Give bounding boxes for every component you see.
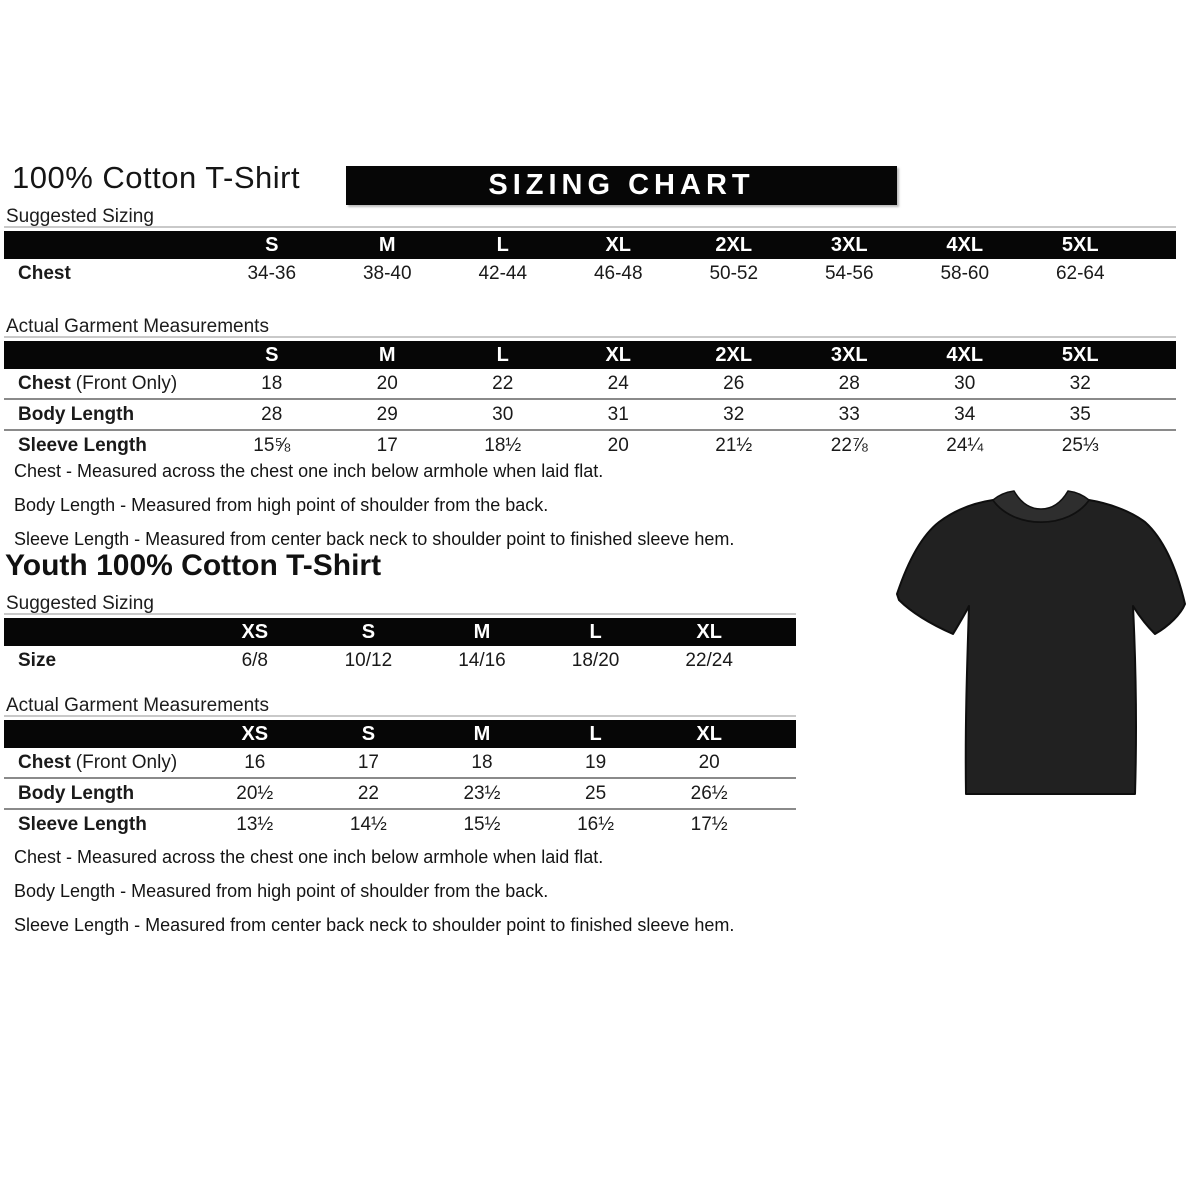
size-column-header: L [496, 233, 509, 256]
row-label: Chest [18, 372, 71, 394]
size-column-header: 4XL [946, 233, 984, 256]
youth-suggested-sizing-label: Suggested Sizing [6, 593, 154, 614]
size-value-cell: 46-48 [593, 262, 643, 284]
size-value-cell: 18 [471, 751, 493, 773]
measurement-note: Sleeve Length - Measured from center back neck to shoulder point to finished sleeve hem. [14, 915, 735, 935]
size-value-cell: 50-52 [709, 262, 759, 284]
size-value-cell: 28 [261, 403, 283, 425]
size-column-header: XL [605, 233, 632, 256]
size-value-cell: 18 [261, 372, 283, 394]
size-value-cell: 26 [723, 372, 745, 394]
size-column-header: M [378, 233, 396, 256]
adult-actual-measurements-label: Actual Garment Measurements [6, 316, 269, 337]
size-value-cell: 20½ [236, 782, 274, 804]
size-column-header: S [265, 343, 279, 366]
table-row-chest [4, 259, 1176, 288]
size-column-header: S [361, 722, 376, 745]
sizing-chart-banner-text: SIZING CHART [488, 169, 755, 201]
size-column-header: S [265, 233, 279, 256]
row-label: Body Length [18, 782, 135, 804]
size-value-cell: 28 [838, 372, 860, 394]
row-label: Sleeve Length [18, 813, 147, 835]
adult-suggested-sizing-table [4, 226, 1176, 288]
table-row-size [4, 646, 796, 675]
size-value-cell: 23½ [463, 782, 501, 804]
size-column-header: M [378, 343, 396, 366]
adult-measurement-notes [14, 454, 734, 556]
adult-actual-measurements-table [4, 336, 1176, 460]
size-value-cell: 18½ [484, 434, 522, 456]
size-value-cell: 22 [357, 782, 379, 804]
youth-actual-measurements-table [4, 715, 796, 839]
size-column-header: 4XL [946, 343, 984, 366]
size-value-cell: 25 [585, 782, 607, 804]
size-column-header: M [473, 722, 491, 745]
size-value-cell: 20 [376, 372, 398, 394]
size-value-cell: 31 [607, 403, 629, 425]
table-header-row [4, 341, 1176, 369]
size-value-cell: 34 [954, 403, 976, 425]
size-column-header: 5XL [1061, 343, 1099, 366]
row-label: Size [18, 649, 57, 671]
page-title: 100% Cotton T-Shirt [12, 160, 301, 195]
size-value-cell: 19 [585, 751, 607, 773]
row-label: Body Length [18, 403, 135, 425]
table-row-chest [4, 748, 796, 777]
table-header-row [4, 720, 796, 748]
size-column-header: XL [605, 343, 632, 366]
size-column-header: 3XL [830, 233, 868, 256]
size-value-cell: 32 [723, 403, 745, 425]
black-tshirt-graphic [893, 488, 1189, 804]
size-value-cell: 58-60 [940, 262, 990, 284]
size-column-header: L [496, 343, 509, 366]
row-label: Sleeve Length [18, 434, 147, 456]
youth-section-title: Youth 100% Cotton T-Shirt [5, 549, 382, 582]
sizing-chart-banner [346, 166, 897, 205]
measurement-note: Sleeve Length - Measured from center back neck to shoulder point to finished sleeve hem. [14, 529, 735, 549]
size-value-cell: 14½ [349, 813, 387, 835]
size-value-cell: 29 [376, 403, 398, 425]
size-column-header: S [361, 620, 376, 643]
size-value-cell: 62-64 [1055, 262, 1105, 284]
size-column-header: L [589, 620, 602, 643]
row-label-suffix: (Front Only) [75, 751, 178, 773]
youth-actual-measurements-label: Actual Garment Measurements [6, 695, 269, 716]
size-value-cell: 20 [607, 434, 629, 456]
adult-suggested-sizing-label: Suggested Sizing [6, 206, 154, 227]
size-value-cell: 18/20 [571, 649, 620, 671]
size-value-cell: 24 [607, 372, 629, 394]
size-value-cell: 26½ [690, 782, 728, 804]
size-value-cell: 13½ [236, 813, 274, 835]
size-value-cell: 25⅓ [1061, 434, 1099, 456]
size-value-cell: 16½ [577, 813, 615, 835]
size-value-cell: 34-36 [247, 262, 297, 284]
size-value-cell: 17½ [690, 813, 728, 835]
size-value-cell: 42-44 [478, 262, 528, 284]
size-column-header: 5XL [1061, 233, 1099, 256]
youth-suggested-sizing-table [4, 613, 796, 675]
size-column-header: XL [696, 620, 722, 643]
table-header-row [4, 618, 796, 646]
size-value-cell: 17 [357, 751, 379, 773]
size-value-cell: 15⅝ [253, 434, 291, 456]
table-row-chest [4, 369, 1176, 398]
table-row-body-length [4, 777, 796, 808]
size-value-cell: 17 [376, 434, 398, 456]
size-value-cell: 24¼ [946, 434, 984, 456]
size-value-cell: 10/12 [344, 649, 393, 671]
size-column-header: 2XL [715, 233, 753, 256]
size-value-cell: 21½ [715, 434, 753, 456]
size-column-header: L [589, 722, 602, 745]
size-column-header: XS [241, 722, 269, 745]
youth-measurement-notes [14, 840, 734, 942]
size-value-cell: 38-40 [362, 262, 412, 284]
table-header-row [4, 231, 1176, 259]
size-column-header: XL [696, 722, 722, 745]
size-value-cell: 35 [1069, 403, 1091, 425]
size-value-cell: 30 [492, 403, 514, 425]
size-value-cell: 30 [954, 372, 976, 394]
measurement-note: Chest - Measured across the chest one inch below armhole when laid flat. [14, 461, 604, 481]
size-column-header: XS [241, 620, 269, 643]
size-value-cell: 15½ [463, 813, 501, 835]
size-column-header: 2XL [715, 343, 753, 366]
size-value-cell: 22 [492, 372, 514, 394]
row-label-suffix: (Front Only) [75, 372, 178, 394]
size-value-cell: 6/8 [241, 649, 268, 671]
size-column-header: M [473, 620, 491, 643]
table-row-body-length [4, 398, 1176, 429]
size-value-cell: 16 [244, 751, 266, 773]
size-value-cell: 33 [838, 403, 860, 425]
size-value-cell: 20 [698, 751, 720, 773]
tshirt-image [893, 488, 1189, 804]
size-value-cell: 14/16 [458, 649, 506, 671]
measurement-note: Body Length - Measured from high point of shoulder from the back. [14, 495, 549, 515]
size-column-header: 3XL [830, 343, 868, 366]
row-label: Chest [18, 751, 71, 773]
size-value-cell: 54-56 [824, 262, 874, 284]
table-row-sleeve-length [4, 808, 796, 839]
size-value-cell: 22⅞ [830, 434, 868, 456]
size-value-cell: 22/24 [685, 649, 733, 671]
row-label: Chest [18, 262, 71, 284]
measurement-note: Body Length - Measured from high point of shoulder from the back. [14, 881, 549, 901]
measurement-note: Chest - Measured across the chest one inch below armhole when laid flat. [14, 847, 604, 867]
size-value-cell: 32 [1069, 372, 1091, 394]
